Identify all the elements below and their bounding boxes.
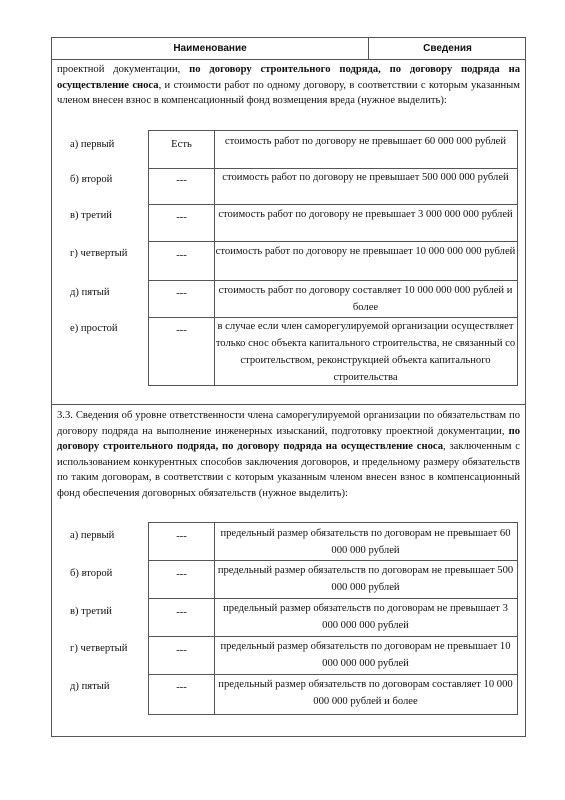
row-text: предельный размер обязательств по договорам не превышает 60 000 000 рублей bbox=[220, 528, 511, 556]
row-text: предельный размер обязательств по договорам не превышает 3 000 000 000 рублей bbox=[223, 603, 508, 631]
row-text: стоимость работ по договору составляет 10 000 000 000 рублей и более bbox=[218, 285, 513, 313]
section-divider bbox=[52, 404, 525, 405]
row-divider bbox=[149, 204, 517, 205]
section1-intro-bold: по договору строительного подряда, по договору подряда на осуществление сноса bbox=[57, 64, 520, 91]
row-label: г) четвертый bbox=[70, 248, 128, 259]
section1-intro-c: , и стоимости работ по одному договору, в соответствии с которым указанным членом внесен взнос в компенсационный фонд возмещения вреда (нужное выделить): bbox=[57, 79, 521, 106]
section1-intro bbox=[57, 62, 520, 109]
row-text: предельный размер обязательств по договорам не превышает 10 000 000 000 рублей bbox=[220, 641, 511, 669]
row-mark: --- bbox=[176, 607, 187, 618]
header-name: Наименование bbox=[52, 38, 369, 59]
section2-intro bbox=[57, 408, 520, 501]
row-text: стоимость работ по договору не превышает 60 000 000 рублей bbox=[224, 136, 507, 147]
row-divider bbox=[149, 241, 517, 242]
section1-intro-a: проектной документации, bbox=[57, 64, 190, 75]
row-text: стоимость работ по договору не превышает 500 000 000 рублей bbox=[222, 172, 509, 183]
row-label: а) первый bbox=[70, 530, 115, 541]
row-divider bbox=[149, 636, 517, 637]
row-mark: --- bbox=[176, 682, 187, 693]
row-label: д) пятый bbox=[70, 681, 110, 692]
section2-intro-c: , заключенным с использованием конкурентных способов заключения договоров, и предельному размеру обязательств по таким договорам, в соответствии с которым указанным членом внесен взнос в компенсационный фонд обеспечения договорных обязательств (нужное выделить): bbox=[57, 441, 520, 499]
row-mark: --- bbox=[176, 288, 187, 299]
row-mark: --- bbox=[176, 175, 187, 186]
row-mark: Есть bbox=[171, 139, 192, 150]
document-table bbox=[51, 37, 526, 737]
row-mark: --- bbox=[176, 645, 187, 656]
section2-intro-bold: по договору строительного подряда, по договору подряда на осуществление сноса bbox=[57, 425, 520, 452]
row-mark: --- bbox=[176, 212, 187, 223]
row-text: в случае если член саморегулируемой организации осуществляет только снос объекта капитального строительства, не связанный со строительством, реконструкцией объекта капитального строительства bbox=[215, 321, 516, 383]
row-label: б) второй bbox=[70, 568, 113, 579]
row-divider bbox=[149, 280, 517, 281]
row-label: а) первый bbox=[70, 139, 115, 150]
row-mark: --- bbox=[176, 531, 187, 542]
row-divider bbox=[149, 674, 517, 675]
row-label: е) простой bbox=[70, 323, 118, 334]
row-mark: --- bbox=[176, 250, 187, 261]
row-text: стоимость работ по договору не превышает 3 000 000 000 рублей bbox=[218, 209, 513, 220]
row-divider bbox=[149, 560, 517, 561]
row-mark: --- bbox=[176, 325, 187, 336]
header-info: Сведения bbox=[423, 43, 472, 54]
row-label: д) пятый bbox=[70, 287, 110, 298]
row-text: предельный размер обязательств по договорам не превышает 500 000 000 рублей bbox=[217, 565, 514, 593]
row-label: г) четвертый bbox=[70, 643, 128, 654]
section1-levels-table bbox=[148, 130, 518, 386]
row-label: в) третий bbox=[70, 606, 112, 617]
row-label: в) третий bbox=[70, 210, 112, 221]
row-divider bbox=[149, 598, 517, 599]
section2-levels-table bbox=[148, 522, 518, 715]
row-mark: --- bbox=[176, 569, 187, 580]
table-header bbox=[52, 38, 525, 60]
section2-intro-a: 3.3. Сведения об уровне ответственности члена саморегулируемой организации по обязательствам по договору подряда на выполнение инженерных изысканий, подготовку проектной документации, bbox=[57, 410, 520, 437]
row-text: предельный размер обязательств по договорам составляет 10 000 000 000 рублей и более bbox=[218, 679, 513, 707]
row-label: б) второй bbox=[70, 174, 113, 185]
row-text: стоимость работ по договору не превышает 10 000 000 000 рублей bbox=[215, 246, 516, 257]
